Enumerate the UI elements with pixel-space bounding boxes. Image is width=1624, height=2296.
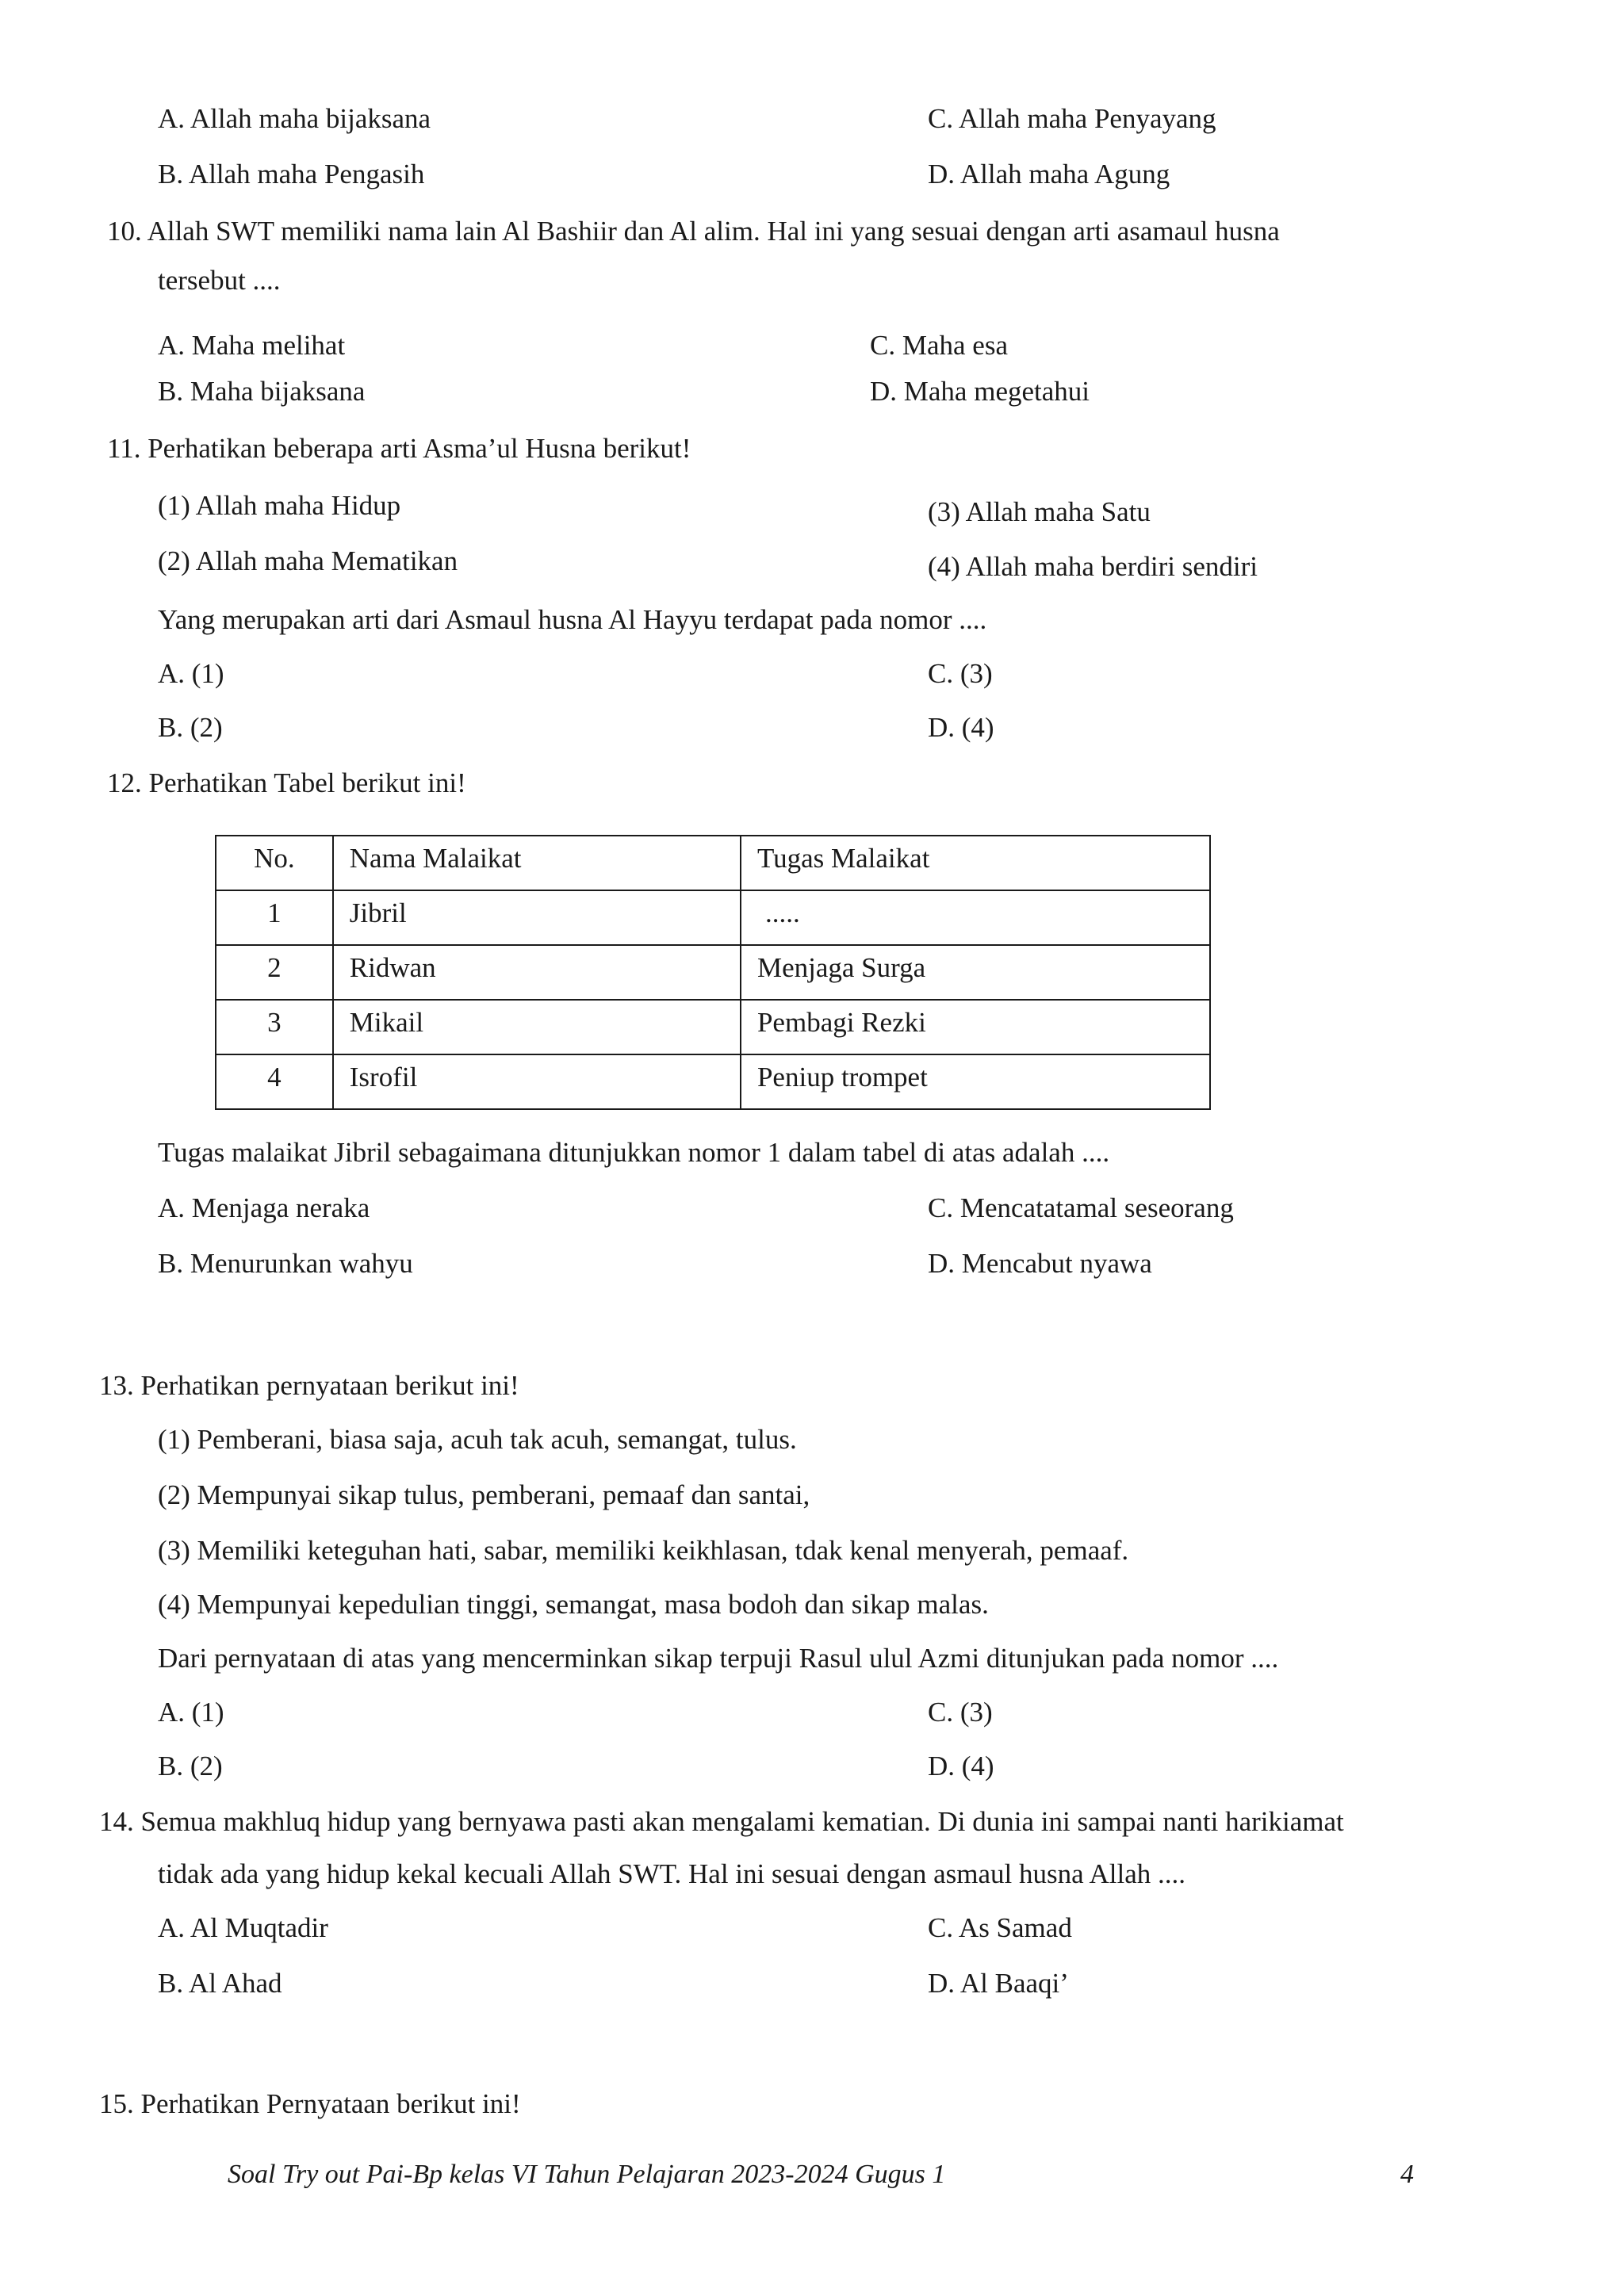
table-cell: 1	[216, 890, 333, 945]
q11-option-c: C. (3)	[928, 658, 993, 689]
q11-item-3: (3) Allah maha Satu	[928, 496, 1151, 527]
q9-option-a: A. Allah maha bijaksana	[158, 103, 431, 134]
table-cell: 3	[216, 1000, 333, 1054]
footer-text: Soal Try out Pai-Bp kelas VI Tahun Pelajaran 2023-2024 Gugus 1	[228, 2160, 946, 2189]
table-row	[216, 890, 1210, 945]
q14-option-b: B. Al Ahad	[158, 1968, 282, 1999]
table-header-cell: Tugas Malaikat	[741, 836, 1210, 890]
q11-item-4: (4) Allah maha berdiri sendiri	[928, 551, 1258, 582]
q13-question: 13. Perhatikan pernyataan berikut ini!	[99, 1370, 519, 1401]
q14-option-a: A. Al Muqtadir	[158, 1912, 328, 1943]
q12-question: 12. Perhatikan Tabel berikut ini!	[107, 767, 466, 798]
table-cell: Menjaga Surga	[741, 945, 1210, 1000]
q11-option-a: A. (1)	[158, 658, 224, 689]
q12-option-d: D. Mencabut nyawa	[928, 1248, 1152, 1279]
table-cell: Isrofil	[333, 1054, 741, 1109]
table-header-cell: No.	[216, 836, 333, 890]
q10-question-line2: tersebut ....	[158, 265, 281, 296]
q14-question-line2: tidak ada yang hidup kekal kecuali Allah SWT. Hal ini sesuai dengan asmaul husna Allah ....	[158, 1858, 1185, 1889]
q11-option-d: D. (4)	[928, 712, 994, 743]
q13-option-b: B. (2)	[158, 1751, 223, 1781]
q12-option-c: C. Mencatatamal seseorang	[928, 1192, 1234, 1223]
q11-prompt: Yang merupakan arti dari Asmaul husna Al Hayyu terdapat pada nomor ....	[158, 604, 987, 635]
q13-item-2: (2) Mempunyai sikap tulus, pemberani, pemaaf dan santai,	[158, 1479, 810, 1510]
q9-option-b: B. Allah maha Pengasih	[158, 159, 425, 189]
q10-option-a: A. Maha melihat	[158, 330, 346, 361]
q13-item-3: (3) Memiliki keteguhan hati, sabar, memiliki keikhlasan, tdak kenal menyerah, pemaaf.	[158, 1535, 1129, 1566]
q12-option-b: B. Menurunkan wahyu	[158, 1248, 413, 1279]
q12-prompt: Tugas malaikat Jibril sebagaimana ditunjukkan nomor 1 dalam tabel di atas adalah ....	[158, 1137, 1110, 1168]
q11-option-b: B. (2)	[158, 712, 223, 743]
malaikat-table	[215, 835, 1211, 1110]
q11-question: 11. Perhatikan beberapa arti Asma’ul Husna berikut!	[107, 433, 691, 464]
q10-option-d: D. Maha megetahui	[870, 376, 1090, 407]
q13-item-1: (1) Pemberani, biasa saja, acuh tak acuh, semangat, tulus.	[158, 1424, 797, 1455]
q11-item-1: (1) Allah maha Hidup	[158, 490, 401, 521]
q14-question-line1: 14. Semua makhluq hidup yang bernyawa pasti akan mengalami kematian. Di dunia ini sampai nanti harikiamat	[99, 1806, 1344, 1837]
q13-option-c: C. (3)	[928, 1697, 993, 1728]
table-cell: Jibril	[333, 890, 741, 945]
table-cell: 2	[216, 945, 333, 1000]
q10-question-line1: 10. Allah SWT memiliki nama lain Al Bashiir dan Al alim. Hal ini yang sesuai dengan arti asamaul husna	[107, 216, 1280, 247]
q15-question: 15. Perhatikan Pernyataan berikut ini!	[99, 2088, 521, 2119]
table-cell: Peniup trompet	[741, 1054, 1210, 1109]
q13-option-a: A. (1)	[158, 1697, 224, 1728]
table-header-cell: Nama Malaikat	[333, 836, 741, 890]
q14-option-d: D. Al Baaqi’	[928, 1968, 1069, 1999]
table-cell: 4	[216, 1054, 333, 1109]
q11-item-2: (2) Allah maha Mematikan	[158, 545, 458, 576]
table-cell: Mikail	[333, 1000, 741, 1054]
table-header-row	[216, 836, 1210, 890]
table-cell: .....	[741, 890, 1210, 945]
table-cell: Pembagi Rezki	[741, 1000, 1210, 1054]
q14-option-c: C. As Samad	[928, 1912, 1072, 1943]
q13-option-d: D. (4)	[928, 1751, 994, 1781]
q12-option-a: A. Menjaga neraka	[158, 1192, 370, 1223]
table-row	[216, 945, 1210, 1000]
table-row	[216, 1000, 1210, 1054]
q13-item-4: (4) Mempunyai kepedulian tinggi, semangat, masa bodoh dan sikap malas.	[158, 1589, 989, 1620]
q10-option-c: C. Maha esa	[870, 330, 1008, 361]
table-cell: Ridwan	[333, 945, 741, 1000]
q9-option-c: C. Allah maha Penyayang	[928, 103, 1216, 134]
table-row	[216, 1054, 1210, 1109]
q13-prompt: Dari pernyataan di atas yang mencerminkan sikap terpuji Rasul ulul Azmi ditunjukan pada nomor ....	[158, 1643, 1279, 1674]
q9-option-d: D. Allah maha Agung	[928, 159, 1170, 189]
page-number: 4	[1400, 2160, 1414, 2189]
q10-option-b: B. Maha bijaksana	[158, 376, 366, 407]
